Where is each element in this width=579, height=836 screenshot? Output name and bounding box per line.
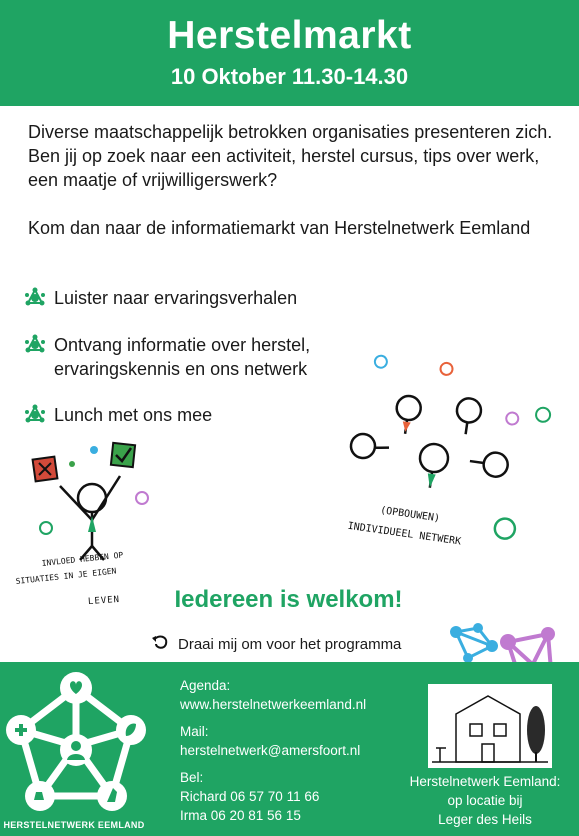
flip-note-text: Draai mij om voor het programma bbox=[178, 635, 402, 653]
agenda-block bbox=[180, 676, 366, 714]
mail-label: Mail: bbox=[180, 724, 209, 739]
location-line: Herstelnetwerk Eemland: bbox=[409, 774, 561, 789]
herstelnetwerk-logo bbox=[6, 668, 146, 818]
header-banner bbox=[0, 0, 579, 106]
agenda-url[interactable]: www.herstelnetwerkeemland.nl bbox=[180, 697, 367, 712]
intro-text bbox=[28, 120, 558, 240]
welcome-label: Iedereen is welkom! bbox=[174, 586, 403, 613]
phone-irma: Irma 06 20 81 56 15 bbox=[180, 808, 301, 823]
phone-block bbox=[180, 768, 319, 825]
bullet-text: Ontvang informatie over herstel, ervaringskennis en ons netwerk bbox=[54, 335, 311, 379]
location-line: Leger des Heils bbox=[438, 812, 532, 827]
phone-label: Bel: bbox=[180, 770, 204, 785]
network-star-icon bbox=[24, 287, 46, 309]
logo-text: HERSTELNETWERK EEMLAND bbox=[3, 820, 145, 830]
page-title: Herstelmarkt bbox=[167, 14, 412, 57]
footer-banner bbox=[0, 662, 579, 836]
drawing-caption-line: LEVEN bbox=[87, 594, 121, 608]
intro-paragraph-2: Kom dan naar de informatiemarkt van Herstelnetwerk Eemland bbox=[28, 218, 531, 238]
event-date: 10 Oktober 11.30-14.30 bbox=[170, 64, 409, 89]
location-line: op locatie bij bbox=[447, 793, 523, 808]
influence-drawing bbox=[12, 436, 182, 588]
welcome-text bbox=[0, 586, 579, 614]
bullet-item bbox=[24, 403, 212, 427]
drawing-caption-line: (OPBOUWEN) bbox=[379, 505, 441, 525]
cross-box-icon bbox=[33, 457, 58, 482]
bullet-text: Lunch met ons mee bbox=[54, 405, 213, 425]
network-blue-icon bbox=[448, 622, 502, 666]
network-star-icon bbox=[24, 334, 46, 356]
building-drawing bbox=[428, 684, 552, 768]
mail-block bbox=[180, 722, 360, 760]
bullet-item bbox=[24, 286, 297, 310]
drawing-caption-line: SITUATIES IN JE EIGEN bbox=[15, 566, 117, 586]
phone-richard: Richard 06 57 70 11 66 bbox=[180, 789, 320, 804]
bullet-text: Luister naar ervaringsverhalen bbox=[54, 288, 298, 308]
network-drawing bbox=[324, 336, 572, 582]
location-block bbox=[398, 772, 572, 829]
agenda-label: Agenda: bbox=[180, 678, 231, 693]
network-star-icon bbox=[24, 404, 46, 426]
check-box-icon bbox=[111, 443, 135, 467]
turn-arrow-icon bbox=[148, 632, 172, 656]
intro-paragraph-1: Diverse maatschappelijk betrokken organisaties presenteren zich. Ben jij op zoek naar een activiteit, herstel cursus, tips over werk, een maatje of vrijwilligerswerk? bbox=[28, 122, 553, 190]
drawing-caption-line: INDIVIDUEEL NETWERK bbox=[346, 520, 462, 548]
drawing-caption-line: INVLOED HEBBEN OP bbox=[41, 550, 124, 568]
bullet-item bbox=[24, 333, 354, 381]
flip-note bbox=[148, 632, 401, 656]
mail-address[interactable]: herstelnetwerk@amersfoort.nl bbox=[180, 743, 361, 758]
